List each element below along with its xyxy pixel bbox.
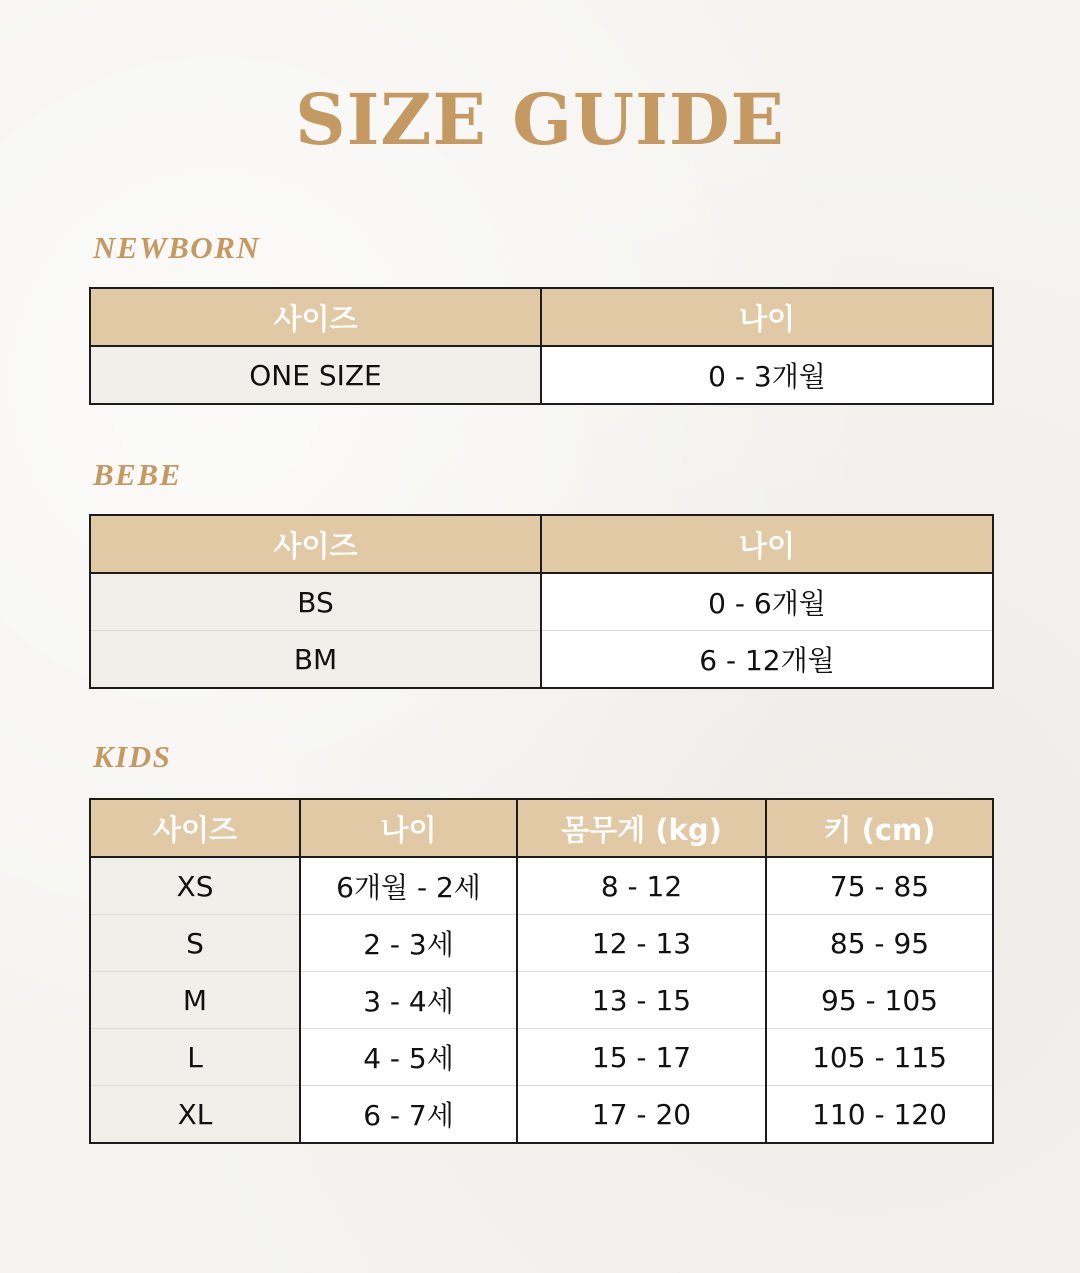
cell-height: 85 - 95 (766, 915, 993, 972)
cell-age: 0 - 3개월 (541, 346, 993, 404)
cell-age: 4 - 5세 (300, 1029, 517, 1086)
table-row (90, 631, 993, 689)
cell-age: 6 - 7세 (300, 1086, 517, 1144)
cell-height: 110 - 120 (766, 1086, 993, 1144)
newborn-size-table (89, 287, 994, 405)
table-row (90, 346, 993, 404)
table-row (90, 857, 993, 915)
header-size: 사이즈 (90, 288, 541, 346)
table-header-row (90, 288, 993, 346)
cell-height: 105 - 115 (766, 1029, 993, 1086)
table-row (90, 915, 993, 972)
section-label-kids: KIDS (93, 739, 172, 774)
cell-size: L (90, 1029, 300, 1086)
cell-age: 6 - 12개월 (541, 631, 993, 689)
cell-size: XS (90, 857, 300, 915)
page-title: SIZE GUIDE (295, 78, 785, 161)
cell-weight: 12 - 13 (517, 915, 766, 972)
header-size: 사이즈 (90, 515, 541, 573)
cell-age: 6개월 - 2세 (300, 857, 517, 915)
table-row (90, 972, 993, 1029)
cell-size: ONE SIZE (90, 346, 541, 404)
cell-size: BS (90, 573, 541, 631)
cell-height: 75 - 85 (766, 857, 993, 915)
header-height: 키 (cm) (766, 799, 993, 857)
header-age: 나이 (300, 799, 517, 857)
cell-size: BM (90, 631, 541, 689)
header-age: 나이 (541, 288, 993, 346)
cell-size: M (90, 972, 300, 1029)
cell-weight: 8 - 12 (517, 857, 766, 915)
table-header-row (90, 799, 993, 857)
header-weight: 몸무게 (kg) (517, 799, 766, 857)
cell-age: 2 - 3세 (300, 915, 517, 972)
cell-height: 95 - 105 (766, 972, 993, 1029)
header-size: 사이즈 (90, 799, 300, 857)
kids-size-table (89, 798, 994, 1144)
table-header-row (90, 515, 993, 573)
table-row (90, 573, 993, 631)
cell-size: XL (90, 1086, 300, 1144)
cell-weight: 15 - 17 (517, 1029, 766, 1086)
table-row (90, 1086, 993, 1144)
section-label-bebe: BEBE (93, 457, 182, 492)
bebe-size-table (89, 514, 994, 689)
section-label-newborn: NEWBORN (93, 230, 261, 265)
cell-weight: 17 - 20 (517, 1086, 766, 1144)
table-row (90, 1029, 993, 1086)
cell-size: S (90, 915, 300, 972)
cell-weight: 13 - 15 (517, 972, 766, 1029)
cell-age: 0 - 6개월 (541, 573, 993, 631)
header-age: 나이 (541, 515, 993, 573)
cell-age: 3 - 4세 (300, 972, 517, 1029)
